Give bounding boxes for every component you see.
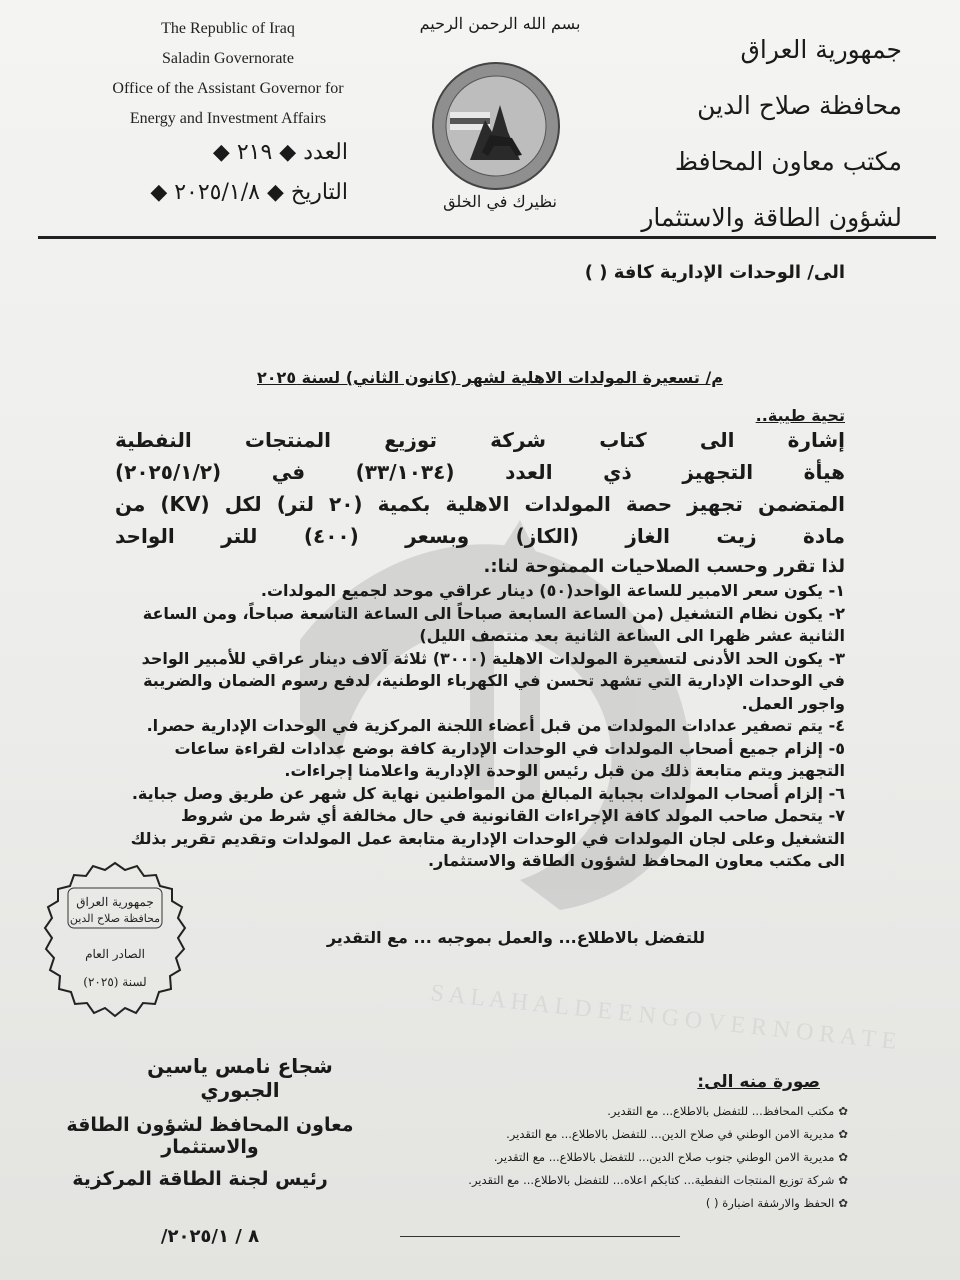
recipient-line: الى/ الوحدات الإدارية كافة ( ) — [584, 262, 845, 283]
official-stamp — [40, 858, 190, 1028]
number-label: العدد — [303, 140, 348, 165]
arabic-country: جمهورية العراق — [740, 35, 902, 64]
decision-item-4: ٤- يتم تصفير عدادات المولدات من قبل أعضاء اللجنة المركزية في الوحدات الإدارية حصرا. — [146, 716, 845, 735]
cc-item: ✿الحفظ والارشفة اضبارة ( ) — [705, 1196, 848, 1210]
signatory-committee-title: رئيس لجنة الطاقة المركزية — [72, 1168, 328, 1190]
arabic-office-line1: مكتب معاون المحافظ — [674, 147, 902, 176]
stamp-line1: جمهورية العراق — [76, 895, 154, 909]
date-label: التاريخ — [290, 180, 348, 205]
cc-title: صورة منه الى: — [697, 1072, 820, 1092]
footer-rule — [400, 1236, 680, 1237]
decision-item-2: ٢- يكون نظام التشغيل (من الساعة السابعة صباحاً الى الساعة التاسعة صباحاً، ومن الساعة الثانية عشر ظهرا الى الساعة الثانية بعد منتصف الليل) — [142, 603, 845, 645]
flower-bullet-icon: ✿ — [838, 1127, 848, 1141]
flower-bullet-icon: ✿ — [838, 1173, 848, 1187]
cc-item: ✿مديرية الامن الوطني في صلاح الدين... للتفضل بالاطلاع... مع التقدير. — [506, 1127, 848, 1141]
body-line-1: إشارة الى كتاب شركة توزيع المنتجات النفطية — [115, 428, 845, 452]
basmala: بسم الله الرحمن الرحيم — [419, 14, 581, 33]
decision-item-1: ١- يكون سعر الامبير للساعة الواحد(٥٠) دينار عراقي موحد لجميع المولدات. — [260, 581, 845, 600]
decision-intro: لذا تقرر وحسب الصلاحيات الممنوحة لنا:. — [483, 556, 845, 577]
arabic-letterhead — [602, 22, 902, 246]
body-line-4: مادة زيت الغاز (الكاز) وبسعر (٤٠٠) للتر الواحد — [115, 524, 845, 548]
stamp-line3: الصادر العام — [85, 947, 145, 961]
decision-item-7: ٧- يتحمل صاحب المولد كافة الإجراءات القانونية في حال مخالفة أي شرط من شروط التشغيل وعلى لجان المولدات في الوحدات الإدارية متابعة عمل المولدات وتقديم تقرير بذلك الى مكتب معاون المحافظ لشؤون الطاقة والاستثمار. — [130, 806, 845, 870]
english-letterhead — [88, 14, 368, 134]
english-governorate: Saladin Governorate — [162, 50, 294, 67]
body-line-2: هيأة التجهيز ذي العدد (٣٣/١٠٣٤) في (٢٠٢٥/١/٢) — [115, 460, 845, 484]
subject-line: م/ تسعيرة المولدات الاهلية لشهر (كانون الثاني) لسنة ٢٠٢٥ — [257, 368, 723, 387]
signatory-title: معاون المحافظ لشؤون الطاقة والاستثمار — [66, 1114, 354, 1158]
signature-date: ٨ / ٢٠٢٥/١/ — [160, 1226, 260, 1247]
signatory-name: شجاع نامس ياسين الجبوري — [147, 1054, 333, 1102]
cc-item: ✿شركة توزيع المنتجات النفطية... كتابكم اعلاه... للتفضل بالاطلاع... مع التقدير. — [468, 1173, 848, 1187]
cc-list — [468, 1100, 848, 1215]
date-value: ٢٠٢٥/١/٨ — [174, 180, 260, 205]
english-office-line2: Energy and Investment Affairs — [129, 110, 327, 127]
cc-item: ✿مكتب المحافظ... للتفضل بالاطلاع... مع التقدير. — [607, 1104, 848, 1118]
seal-motto: نظيرك في الخلق — [443, 192, 557, 211]
decision-item-6: ٦- إلزام أصحاب المولدات بجباية المبالغ من المواطنين نهاية كل شهر عن طريق وصل جباية. — [131, 783, 845, 803]
number-value: ٢١٩ — [236, 140, 273, 165]
document-date-row: التاريخ ◆ ٢٠٢٥/١/٨ ◆ — [150, 180, 348, 205]
flower-bullet-icon: ✿ — [838, 1196, 848, 1210]
english-office-line1: Office of the Assistant Governor for — [112, 80, 344, 97]
cc-item: ✿مديرية الامن الوطني جنوب صلاح الدين... للتفضل بالاطلاع... مع التقدير. — [493, 1150, 848, 1164]
arabic-office-line2: لشؤون الطاقة والاستثمار — [641, 203, 902, 232]
decision-item-5: ٥- إلزام جميع أصحاب المولدات في الوحدات الإدارية كافة بوضع عدادات لقراءة ساعات التجهيز ويتم متابعة ذلك من قبل رئيس الوحدة الإدارية واعلامنا إجراءات. — [174, 738, 845, 780]
header-divider — [38, 236, 936, 239]
stamp-line2: محافظة صلاح الدين — [69, 912, 161, 925]
english-country: The Republic of Iraq — [161, 20, 295, 37]
body-line-3: المتضمن تجهيز حصة المولدات الاهلية بكمية (٢٠ لتر) لكل (KV) من — [115, 492, 845, 516]
governorate-seal-logo — [430, 60, 562, 192]
stamp-line4: لسنة (٢٠٢٥) — [83, 975, 147, 989]
svg-text:S A L A H A L D E E N G O V: S A L A H A L D E E N G O V E R N O R A T E — [429, 980, 898, 1055]
decision-item-3: ٣- يكون الحد الأدنى لتسعيرة المولدات الاهلية (٣٠٠٠) ثلاثة آلاف دينار عراقي للأمبير الواحد في الوحدات الإدارية التي تشهد تحسن في الكهرباء الوطنية، لدفع رسوم الضمان والضريبة واجور العمل. — [141, 648, 845, 713]
greeting: تحية طيبة.. — [755, 406, 845, 425]
flower-bullet-icon: ✿ — [838, 1104, 848, 1118]
closing-line: للتفضل بالاطلاع... والعمل بموجبه ... مع التقدير — [326, 928, 705, 947]
flower-bullet-icon: ✿ — [838, 1150, 848, 1164]
decision-items-list — [120, 580, 845, 873]
arabic-governorate: محافظة صلاح الدين — [697, 91, 902, 120]
document-number-row: العدد ◆ ٢١٩ ◆ — [212, 140, 348, 165]
